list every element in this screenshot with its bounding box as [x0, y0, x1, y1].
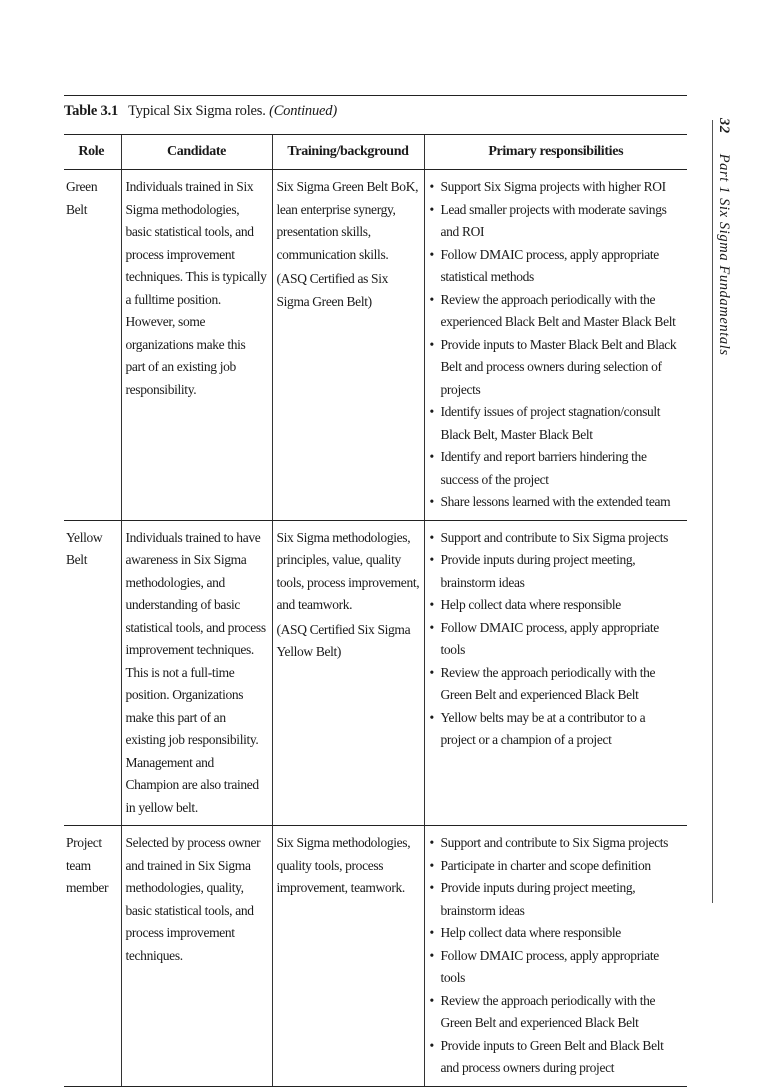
candidate-cell: Individuals trained to have awareness in Six Sigma methodologies, and understanding of basic statistical tools, and process improvement techniques. This is not a full-time position. Organizations make this part of an existing job responsibility. Management and Champion are also trained in yellow belt. — [121, 520, 272, 826]
role-cell: Yellow Belt — [64, 520, 121, 826]
table-title: Typical Six Sigma roles. — [128, 103, 266, 119]
training-text: (ASQ Certified as Six Sigma Green Belt) — [276, 271, 389, 309]
header-role: Role — [64, 135, 121, 170]
list-item: • Follow DMAIC process, apply appropriate tools — [441, 945, 684, 990]
training-text: Six Sigma methodologies, quality tools, process improvement, teamwork. — [276, 835, 411, 895]
responsibilities-list — [429, 832, 684, 1080]
list-item: • Yellow belts may be at a contributor to a project or a champion of a project — [441, 707, 684, 752]
role-cell: Project team member — [64, 826, 121, 1087]
list-item: • Review the approach periodically with the Green Belt and experienced Black Belt — [441, 662, 684, 707]
header-responsibilities: Primary responsibilities — [424, 135, 687, 170]
training-text: Six Sigma methodologies, principles, value, quality tools, process improvement, and teamwork. — [276, 529, 420, 612]
table-row — [64, 170, 687, 521]
header-training: Training/background — [272, 135, 424, 170]
list-item: • Support and contribute to Six Sigma projects — [441, 527, 684, 550]
list-item: • Review the approach periodically with the experienced Black Belt and Master Black Belt — [441, 289, 684, 334]
responsibilities-list — [429, 176, 684, 514]
list-item: • Support and contribute to Six Sigma projects — [441, 832, 684, 855]
list-item: • Provide inputs during project meeting, brainstorm ideas — [441, 549, 684, 594]
list-item: • Identify and report barriers hindering the success of the project — [441, 446, 684, 491]
training-cell — [272, 520, 424, 826]
responsibilities-cell — [424, 520, 687, 826]
table-label: Table 3.1 — [64, 103, 119, 119]
list-item: • Provide inputs to Green Belt and Black Belt and process owners during project — [441, 1035, 684, 1080]
running-head-text: Part 1 Six Sigma Fundamentals — [716, 153, 732, 356]
header-candidate: Candidate — [121, 135, 272, 170]
list-item: • Share lessons learned with the extended team — [441, 491, 684, 514]
table-row — [64, 520, 687, 826]
responsibilities-list — [429, 527, 684, 752]
candidate-cell: Selected by process owner and trained in Six Sigma methodologies, quality, basic statistical tools, and process improvement techniques. — [121, 826, 272, 1087]
six-sigma-roles-table — [64, 134, 687, 1087]
list-item: • Support Six Sigma projects with higher ROI — [441, 176, 684, 199]
role-cell: Green Belt — [64, 170, 121, 521]
training-text: (ASQ Certified Six Sigma Yellow Belt) — [276, 621, 411, 659]
list-item: • Help collect data where responsible — [441, 594, 684, 617]
training-text: Six Sigma Green Belt BoK, lean enterprise synergy, presentation skills, communication skills. — [276, 179, 419, 262]
list-item: • Help collect data where responsible — [441, 922, 684, 945]
training-cell — [272, 826, 424, 1087]
list-item: • Provide inputs during project meeting, brainstorm ideas — [441, 877, 684, 922]
list-item: • Participate in charter and scope definition — [441, 855, 684, 878]
candidate-cell: Individuals trained in Six Sigma methodologies, basic statistical tools, and process improvement techniques. This is typically a fulltime position. However, some organizations make this part of an existing job responsibility. — [121, 170, 272, 521]
running-head — [712, 118, 732, 438]
responsibilities-cell — [424, 170, 687, 521]
list-item: • Lead smaller projects with moderate savings and ROI — [441, 199, 684, 244]
list-item: • Identify issues of project stagnation/consult Black Belt, Master Black Belt — [441, 401, 684, 446]
list-item: • Follow DMAIC process, apply appropriate tools — [441, 617, 684, 662]
header-row — [64, 135, 687, 170]
list-item: • Provide inputs to Master Black Belt and Black Belt and process owners during selection of projects — [441, 334, 684, 402]
list-item: • Follow DMAIC process, apply appropriate statistical methods — [441, 244, 684, 289]
list-item: • Review the approach periodically with the Green Belt and experienced Black Belt — [441, 990, 684, 1035]
training-cell — [272, 170, 424, 521]
top-rule — [64, 95, 687, 96]
table-row — [64, 826, 687, 1087]
responsibilities-cell — [424, 826, 687, 1087]
page-number: 32 — [716, 118, 732, 134]
continued-note: (Continued) — [269, 103, 337, 119]
table-caption — [64, 103, 337, 120]
